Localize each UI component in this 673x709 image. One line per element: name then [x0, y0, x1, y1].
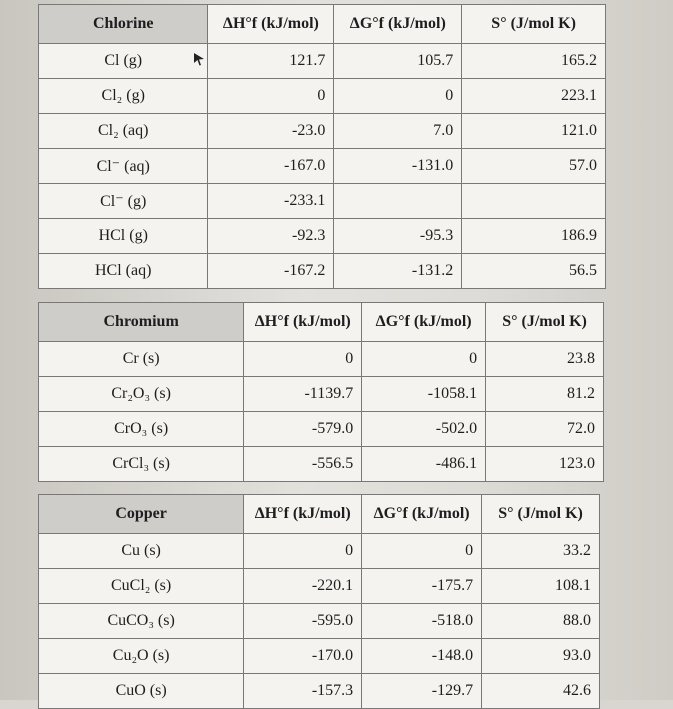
enthalpy-cell: -167.2 — [208, 254, 334, 289]
gibbs-cell: 105.7 — [334, 44, 462, 79]
element-name: Chromium — [39, 303, 244, 342]
enthalpy-cell: -595.0 — [244, 604, 362, 639]
gibbs-header: ΔG°f (kJ/mol) — [362, 303, 486, 342]
gibbs-cell: 7.0 — [334, 114, 462, 149]
entropy-cell: 186.9 — [462, 219, 606, 254]
species-cell: HCl (aq) — [39, 254, 208, 289]
enthalpy-header: ΔH°f (kJ/mol) — [244, 303, 362, 342]
gibbs-header: ΔG°f (kJ/mol) — [362, 495, 482, 534]
entropy-cell: 72.0 — [486, 412, 604, 447]
entropy-cell: 121.0 — [462, 114, 606, 149]
gibbs-cell: -518.0 — [362, 604, 482, 639]
gibbs-cell: -175.7 — [362, 569, 482, 604]
species-cell: Cr (s) — [39, 342, 244, 377]
enthalpy-cell: -157.3 — [244, 674, 362, 709]
entropy-cell: 23.8 — [486, 342, 604, 377]
species-cell: HCl (g) — [39, 219, 208, 254]
enthalpy-cell: -579.0 — [244, 412, 362, 447]
gibbs-header: ΔG°f (kJ/mol) — [334, 5, 462, 44]
gibbs-cell: 0 — [362, 342, 486, 377]
chromium-table — [38, 302, 604, 482]
gibbs-cell: -129.7 — [362, 674, 482, 709]
entropy-cell: 56.5 — [462, 254, 606, 289]
table-row — [39, 219, 606, 254]
gibbs-cell: 0 — [362, 534, 482, 569]
enthalpy-cell: 0 — [244, 342, 362, 377]
gibbs-cell: 0 — [334, 79, 462, 114]
table-header-row — [39, 303, 604, 342]
species-cell: CrO₃ (s) — [39, 412, 244, 447]
enthalpy-header: ΔH°f (kJ/mol) — [208, 5, 334, 44]
entropy-cell: 33.2 — [482, 534, 600, 569]
copper-table — [38, 494, 600, 709]
table-row — [39, 569, 600, 604]
species-cell: Cl₂ (g) — [39, 79, 208, 114]
enthalpy-cell: -233.1 — [208, 184, 334, 219]
gibbs-cell: -131.2 — [334, 254, 462, 289]
enthalpy-header: ΔH°f (kJ/mol) — [244, 495, 362, 534]
species-cell: Cl (g) — [39, 44, 208, 79]
table-row — [39, 254, 606, 289]
entropy-header: S° (J/mol K) — [486, 303, 604, 342]
species-cell: Cl₂ (aq) — [39, 114, 208, 149]
table-row — [39, 447, 604, 482]
table-row — [39, 604, 600, 639]
species-cell: Cl⁻ (aq) — [39, 149, 208, 184]
entropy-cell: 165.2 — [462, 44, 606, 79]
enthalpy-cell: -167.0 — [208, 149, 334, 184]
table-header-row — [39, 495, 600, 534]
element-name: Copper — [39, 495, 244, 534]
element-name: Chlorine — [39, 5, 208, 44]
table-row — [39, 534, 600, 569]
entropy-cell: 81.2 — [486, 377, 604, 412]
table-row — [39, 44, 606, 79]
gibbs-cell — [334, 184, 462, 219]
enthalpy-cell: -23.0 — [208, 114, 334, 149]
table-row — [39, 377, 604, 412]
enthalpy-cell: -220.1 — [244, 569, 362, 604]
table-row — [39, 114, 606, 149]
table-row — [39, 79, 606, 114]
species-cell: CuO (s) — [39, 674, 244, 709]
gibbs-cell: -486.1 — [362, 447, 486, 482]
entropy-cell: 108.1 — [482, 569, 600, 604]
species-cell: Cr₂O₃ (s) — [39, 377, 244, 412]
entropy-header: S° (J/mol K) — [462, 5, 606, 44]
table-header-row — [39, 5, 606, 44]
species-cell: CuCl₂ (s) — [39, 569, 244, 604]
enthalpy-cell: -556.5 — [244, 447, 362, 482]
enthalpy-cell: 0 — [208, 79, 334, 114]
gibbs-cell: -502.0 — [362, 412, 486, 447]
species-cell: Cu (s) — [39, 534, 244, 569]
entropy-header: S° (J/mol K) — [482, 495, 600, 534]
gibbs-cell: -131.0 — [334, 149, 462, 184]
entropy-cell: 57.0 — [462, 149, 606, 184]
enthalpy-cell: -92.3 — [208, 219, 334, 254]
entropy-cell: 93.0 — [482, 639, 600, 674]
entropy-cell: 42.6 — [482, 674, 600, 709]
enthalpy-cell: -1139.7 — [244, 377, 362, 412]
entropy-cell: 88.0 — [482, 604, 600, 639]
table-row — [39, 639, 600, 674]
entropy-cell — [462, 184, 606, 219]
enthalpy-cell: 121.7 — [208, 44, 334, 79]
table-row — [39, 674, 600, 709]
gibbs-cell: -1058.1 — [362, 377, 486, 412]
species-cell: Cl⁻ (g) — [39, 184, 208, 219]
gibbs-cell: -148.0 — [362, 639, 482, 674]
species-cell: CrCl₃ (s) — [39, 447, 244, 482]
entropy-cell: 123.0 — [486, 447, 604, 482]
table-row — [39, 342, 604, 377]
species-cell: Cu₂O (s) — [39, 639, 244, 674]
mouse-cursor-icon — [192, 52, 206, 66]
gibbs-cell: -95.3 — [334, 219, 462, 254]
entropy-cell: 223.1 — [462, 79, 606, 114]
table-row — [39, 149, 606, 184]
chlorine-table — [38, 4, 606, 289]
enthalpy-cell: -170.0 — [244, 639, 362, 674]
enthalpy-cell: 0 — [244, 534, 362, 569]
species-cell: CuCO₃ (s) — [39, 604, 244, 639]
table-row — [39, 412, 604, 447]
table-row — [39, 184, 606, 219]
